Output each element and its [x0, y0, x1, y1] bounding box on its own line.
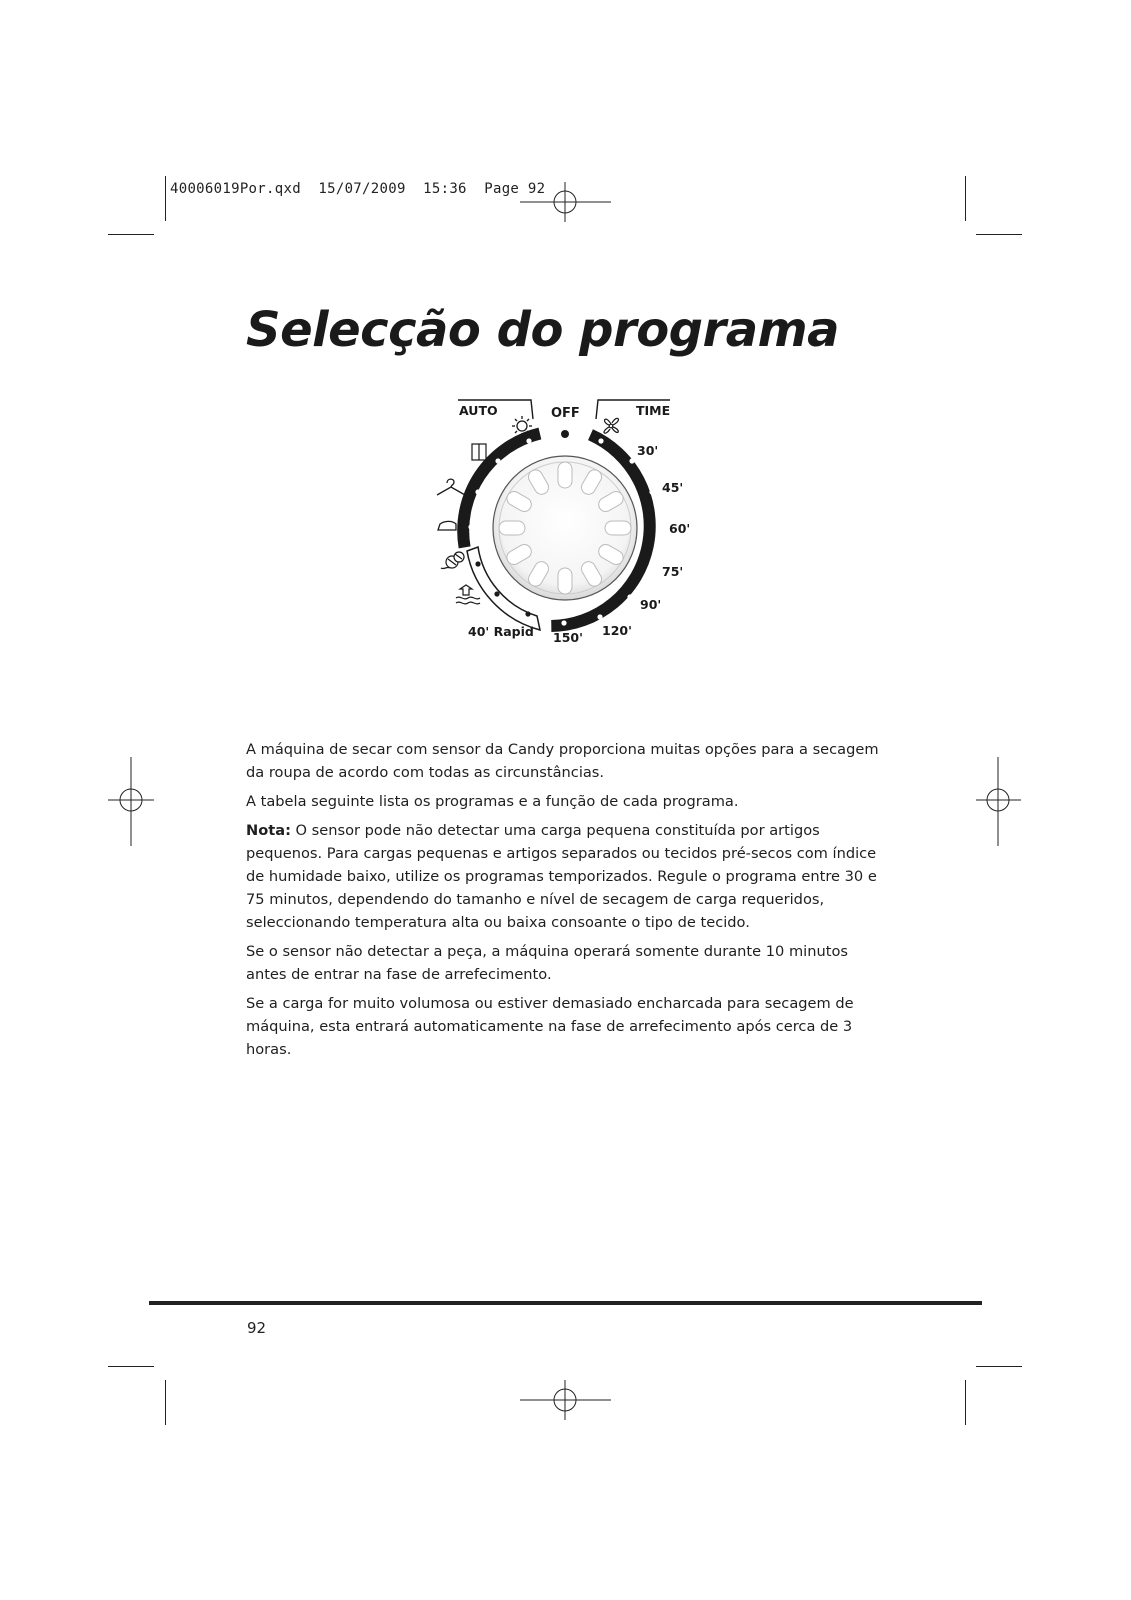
page-title: Selecção do programa [246, 302, 839, 358]
paragraph-overload: Se a carga for muito volumosa ou estiver demasiado encharcada para secagem de máquina, esta entrará automaticamente na fase de arrefecimento após cerca de 3 horas. [246, 995, 854, 1058]
sun-icon [512, 416, 532, 436]
dial-label-time: TIME [636, 403, 671, 418]
dial-label-120: 120' [602, 623, 632, 638]
dial-label-auto: AUTO [459, 403, 498, 418]
dial-label-rapid: 40' Rapid [468, 624, 534, 639]
paragraph-sensor: Se o sensor não detectar a peça, a máquina operará somente durante 10 minutos antes de entrar na fase de arrefecimento. [246, 943, 848, 983]
note-label: Nota: [246, 822, 291, 839]
dial-label-150: 150' [553, 630, 583, 645]
paragraph-note [246, 819, 886, 934]
delicate-icon [456, 585, 480, 604]
dial-label-45: 45' [662, 480, 684, 495]
dial-label-30: 30' [637, 443, 659, 458]
cupboard-icon [472, 444, 486, 460]
footer-rule [149, 1301, 982, 1305]
note-text: O sensor pode não detectar uma carga pequena constituída por artigos pequenos. Para cargas pequenas e artigos separados ou tecidos pré-secos com índice de humidade baixo, utilize os programas temporizados. Regule o programa entre 30 e 75 minutos, dependendo do tamanho e nível de secagem de carga requeridos, seleccionando temperatura alta ou baixa consoante o tipo de tecido. [246, 822, 877, 931]
fan-icon [604, 418, 618, 433]
dial-label-off: OFF [551, 406, 580, 421]
program-dial [430, 388, 690, 653]
hanger-icon [437, 479, 465, 495]
paragraph-table-intro: A tabela seguinte lista os programas e a função de cada programa. [246, 793, 739, 810]
page-number: 92 [247, 1319, 267, 1337]
off-dot [561, 430, 569, 438]
dial-label-60: 60' [669, 521, 690, 536]
dial-label-75: 75' [662, 564, 684, 579]
dial-label-90: 90' [640, 597, 662, 612]
print-slug: 40006019Por.qxd 15/07/2009 15:36 Page 92 [170, 181, 546, 197]
body-text [246, 738, 886, 1067]
wool-icon [441, 552, 464, 569]
paragraph-intro: A máquina de secar com sensor da Candy proporciona muitas opções para a secagem da roupa de acordo com todas as circunstâncias. [246, 741, 879, 781]
